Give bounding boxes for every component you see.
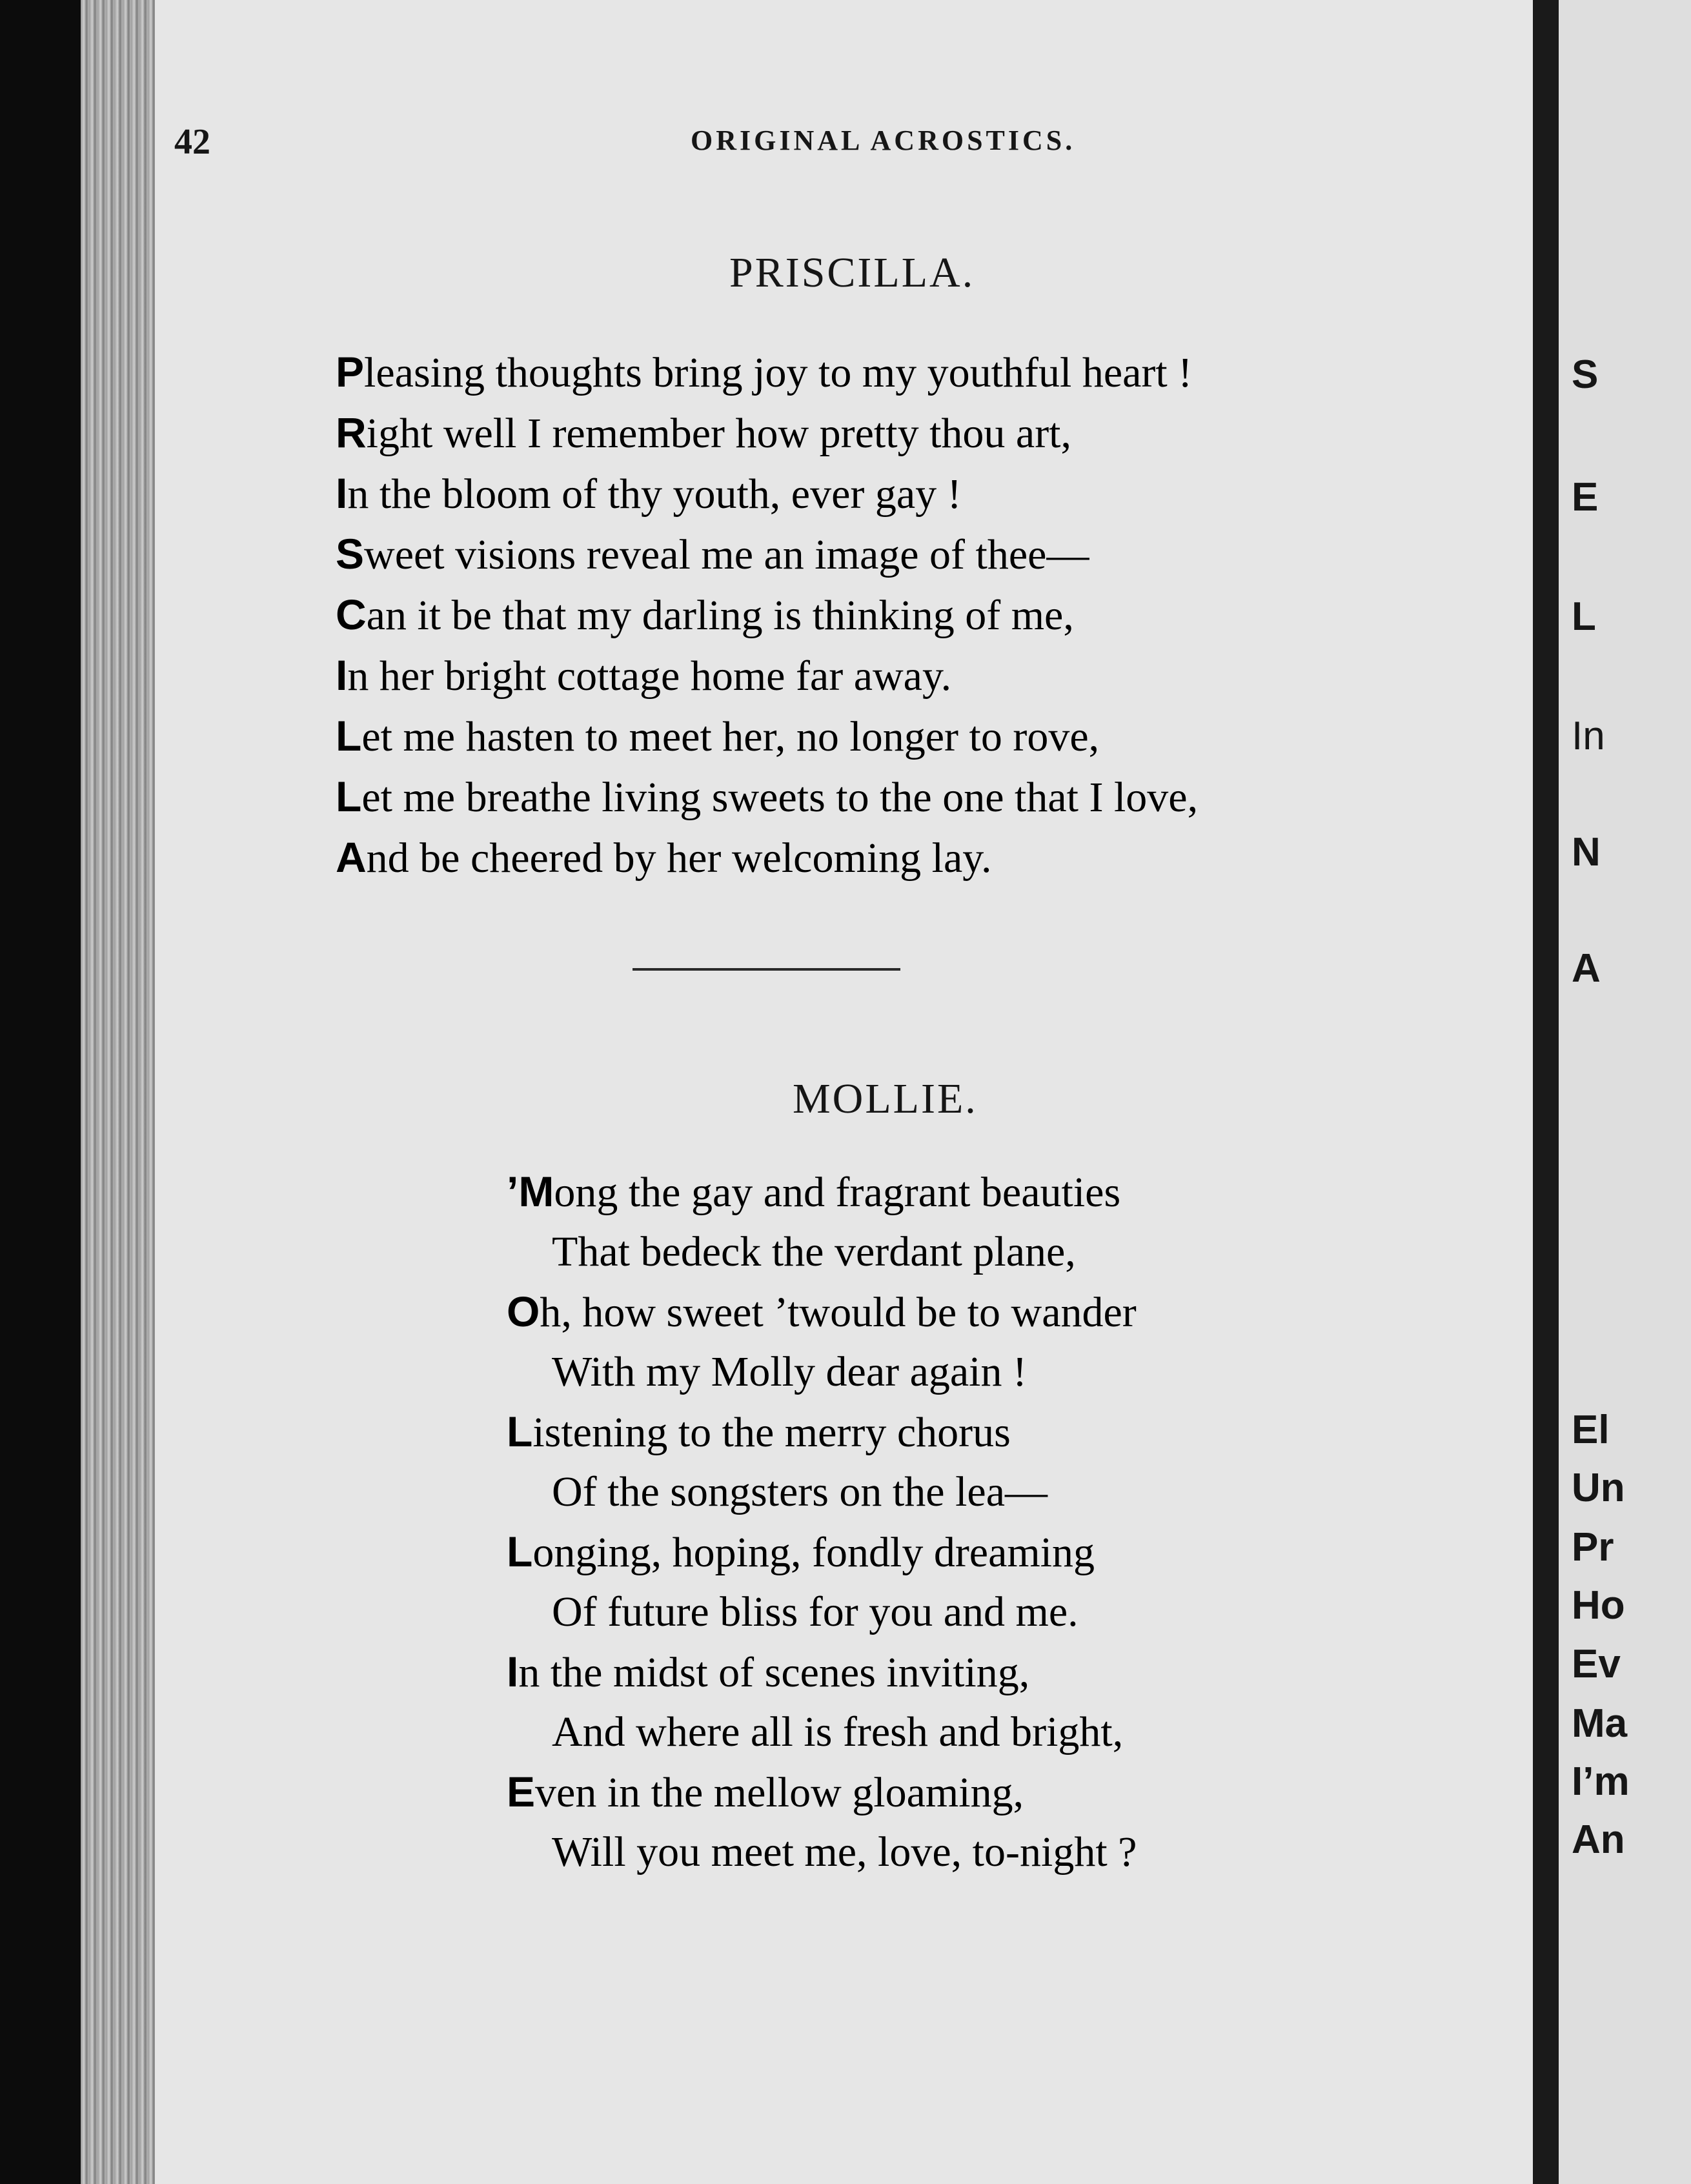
line-text: istening to the merry chorus bbox=[532, 1409, 1011, 1456]
line-text: an it be that my darling is thinking of me, bbox=[366, 592, 1074, 639]
line-text: ight well I remember how pretty thou art, bbox=[366, 410, 1072, 457]
poem-line bbox=[507, 1582, 1137, 1642]
page-number: 42 bbox=[174, 122, 210, 162]
acrostic-letter: L bbox=[336, 712, 362, 760]
poem-line bbox=[336, 827, 1198, 888]
poem-line bbox=[507, 1162, 1137, 1222]
acrostic-letter: R bbox=[336, 409, 367, 456]
acrostic-letter: L bbox=[336, 773, 362, 820]
next-page-fragment: E bbox=[1572, 475, 1599, 520]
next-page-fragment: An bbox=[1572, 1817, 1625, 1862]
acrostic-letter: P bbox=[336, 348, 365, 396]
next-page-fragment: L bbox=[1572, 594, 1596, 639]
poem-priscilla bbox=[336, 342, 1198, 888]
poem-line bbox=[336, 463, 1198, 524]
line-text: et me hasten to meet her, no longer to rove, bbox=[361, 713, 1100, 760]
poem-line bbox=[336, 645, 1198, 706]
line-text: n the bloom of thy youth, ever gay ! bbox=[347, 470, 962, 518]
poem-line bbox=[507, 1462, 1137, 1522]
poem-line bbox=[507, 1762, 1137, 1823]
line-text: With my Molly dear again ! bbox=[552, 1348, 1027, 1395]
next-page-fragment: Ho bbox=[1572, 1583, 1625, 1628]
poem-line bbox=[507, 1342, 1137, 1402]
acrostic-letter: L bbox=[507, 1528, 533, 1575]
acrostic-letter: L bbox=[507, 1408, 533, 1455]
poem-line bbox=[507, 1642, 1137, 1703]
poem-title-mollie: MOLLIE. bbox=[793, 1075, 978, 1122]
next-page-fragment: I’m bbox=[1572, 1759, 1630, 1804]
next-page-fragment: In bbox=[1572, 714, 1605, 758]
poem-line bbox=[336, 403, 1198, 463]
line-text: ong the gay and fragrant beauties bbox=[554, 1169, 1121, 1216]
line-text: n the midst of scenes inviting, bbox=[518, 1649, 1030, 1696]
poem-line bbox=[336, 706, 1198, 767]
acrostic-letter: A bbox=[336, 833, 367, 881]
line-text: That bedeck the verdant plane, bbox=[552, 1228, 1076, 1275]
acrostic-letter: O bbox=[507, 1288, 540, 1335]
poem-line bbox=[507, 1402, 1137, 1462]
line-text: weet visions reveal me an image of thee— bbox=[364, 531, 1089, 578]
next-page-fragment: A bbox=[1572, 946, 1601, 991]
poem-line bbox=[507, 1522, 1137, 1582]
poem-line bbox=[507, 1282, 1137, 1342]
poem-line bbox=[336, 767, 1198, 827]
poem-title-priscilla: PRISCILLA. bbox=[729, 249, 975, 296]
next-page-fragment: El bbox=[1572, 1408, 1610, 1452]
poem-mollie bbox=[507, 1162, 1137, 1882]
line-text: And where all is fresh and bright, bbox=[552, 1708, 1124, 1755]
acrostic-letter: I bbox=[336, 651, 348, 699]
acrostic-letter: S bbox=[336, 530, 365, 578]
line-text: ven in the mellow gloaming, bbox=[535, 1769, 1024, 1816]
line-text: h, how sweet ’twould be to wander bbox=[540, 1289, 1137, 1336]
line-text: nd be cheered by her welcoming lay. bbox=[366, 834, 992, 882]
line-text: Will you meet me, love, to-night ? bbox=[552, 1828, 1137, 1876]
poem-line bbox=[336, 585, 1198, 645]
poem-line bbox=[507, 1703, 1137, 1762]
next-page-fragment: Un bbox=[1572, 1466, 1625, 1510]
book-page-right-fragment bbox=[1559, 0, 1691, 2184]
poem-line bbox=[507, 1222, 1137, 1282]
next-page-fragment: N bbox=[1572, 830, 1601, 875]
poem-line bbox=[336, 342, 1198, 403]
acrostic-letter: C bbox=[336, 591, 367, 638]
next-page-fragment: Ma bbox=[1572, 1701, 1628, 1746]
book-gutter bbox=[1533, 0, 1559, 2184]
line-text: Of future bliss for you and me. bbox=[552, 1588, 1078, 1635]
acrostic-letter: E bbox=[507, 1768, 536, 1815]
acrostic-letter: ’M bbox=[507, 1168, 554, 1215]
line-text: Of the songsters on the lea— bbox=[552, 1468, 1048, 1515]
line-text: n her bright cottage home far away. bbox=[347, 652, 952, 700]
book-page-edges bbox=[81, 0, 158, 2184]
running-head: ORIGINAL ACROSTICS. bbox=[691, 125, 1076, 156]
next-page-fragment: Pr bbox=[1572, 1525, 1614, 1570]
poem-line bbox=[336, 524, 1198, 585]
line-text: et me breathe living sweets to the one that I love, bbox=[361, 774, 1199, 821]
section-divider bbox=[633, 968, 900, 971]
acrostic-letter: I bbox=[336, 469, 348, 517]
next-page-fragment: S bbox=[1572, 352, 1599, 397]
line-text: leasing thoughts bring joy to my youthful heart ! bbox=[364, 349, 1193, 396]
poem-line bbox=[507, 1823, 1137, 1882]
acrostic-letter: I bbox=[507, 1648, 519, 1695]
line-text: onging, hoping, fondly dreaming bbox=[532, 1529, 1095, 1576]
next-page-fragment: Ev bbox=[1572, 1642, 1621, 1686]
